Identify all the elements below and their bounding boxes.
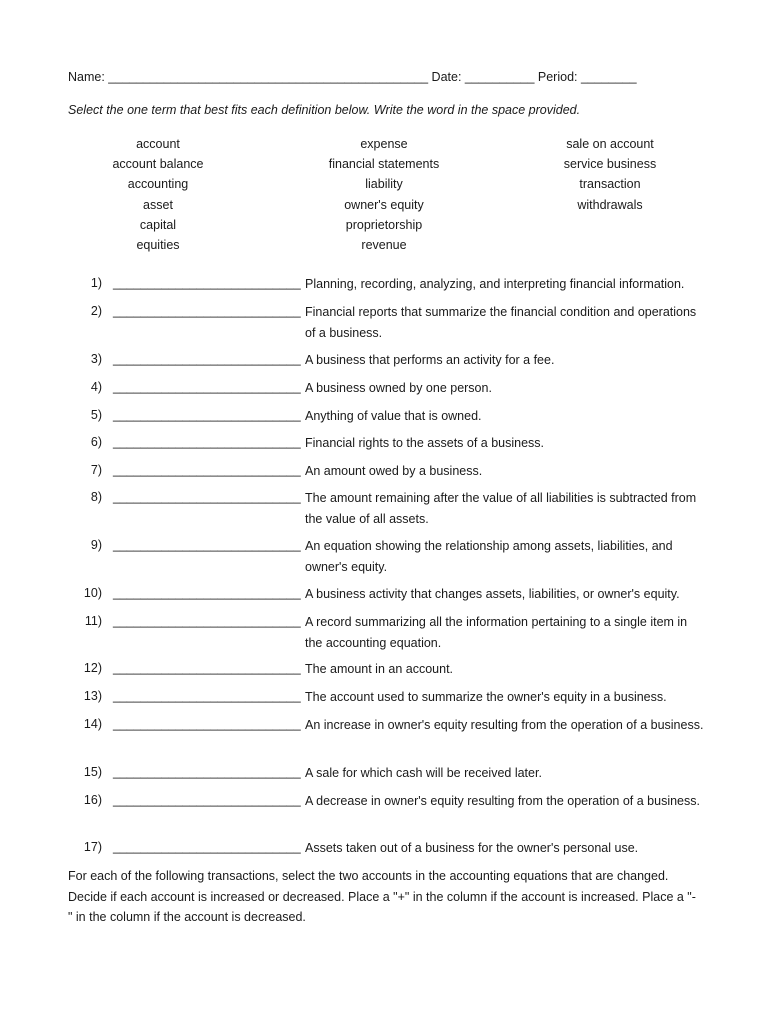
instructions-text: Select the one term that best fits each definition below. Write the word in the space provided. [68, 103, 581, 117]
answer-blank[interactable]: ___________________________ [113, 463, 301, 477]
word-bank-term: sale on account [566, 137, 654, 151]
question-definition: The amount in an account. [305, 662, 454, 676]
question-number: 7) [90, 463, 102, 477]
answer-blank[interactable]: ___________________________ [113, 614, 301, 628]
answer-blank[interactable]: ___________________________ [113, 689, 301, 703]
question-definition: Planning, recording, analyzing, and interpreting financial information. [305, 277, 685, 291]
answer-blank[interactable]: ___________________________ [113, 538, 301, 552]
answer-blank[interactable]: ___________________________ [113, 352, 301, 366]
question-number: 5) [90, 408, 102, 422]
answer-blank[interactable]: ___________________________ [113, 304, 301, 318]
question-number: 8) [90, 490, 102, 504]
question-number: 4) [90, 380, 102, 394]
question-definition: Financial reports that summarize the financial condition and operations of a business. [305, 305, 697, 340]
question-definition: An increase in owner's equity resulting from the operation of a business. [305, 718, 704, 732]
question-definition: Financial rights to the assets of a business. [305, 436, 545, 450]
answer-blank[interactable]: ___________________________ [113, 586, 301, 600]
word-bank-term: account balance [112, 157, 204, 172]
word-bank-column-3 [535, 136, 685, 217]
word-bank-term: liability [365, 177, 403, 192]
answer-blank[interactable]: ___________________________ [113, 490, 301, 504]
name-date-period-line[interactable]: Name: ______________________________________________ Date: __________ Period: ________ [68, 70, 637, 84]
answer-blank[interactable]: ___________________________ [113, 435, 301, 449]
word-bank-term: financial statements [328, 157, 440, 172]
word-bank-term: capital [139, 217, 177, 232]
word-bank-term: withdrawals [577, 197, 643, 212]
answer-blank[interactable]: ___________________________ [113, 793, 301, 807]
question-number: 12) [83, 661, 102, 675]
question-number: 17) [83, 840, 102, 854]
question-definition: The amount remaining after the value of all liabilities is subtracted from the value of all assets. [305, 491, 697, 526]
word-bank-term: asset [143, 197, 173, 212]
word-bank-term: account [136, 137, 180, 151]
answer-blank[interactable]: ___________________________ [113, 765, 301, 779]
word-bank-column-1 [88, 136, 228, 257]
question-number: 15) [83, 765, 102, 779]
question-definition: A decrease in owner's equity resulting from the operation of a business. [305, 794, 700, 808]
question-number: 3) [90, 352, 102, 366]
question-number: 6) [90, 435, 102, 449]
question-definition: A sale for which cash will be received later. [305, 766, 542, 780]
answer-blank[interactable]: ___________________________ [113, 717, 301, 731]
question-definition: An amount owed by a business. [305, 464, 483, 478]
question-definition: An equation showing the relationship among assets, liabilities, and owner's equity. [305, 539, 673, 574]
word-bank-term: revenue [361, 237, 407, 252]
question-number: 16) [83, 793, 102, 807]
question-definition: A business activity that changes assets, liabilities, or owner's equity. [305, 587, 680, 601]
question-number: 10) [83, 586, 102, 600]
answer-blank[interactable]: ___________________________ [113, 840, 301, 854]
word-bank-term: owner's equity [344, 197, 424, 212]
word-bank-term: equities [136, 237, 180, 252]
question-definition: A business owned by one person. [305, 381, 492, 395]
question-definition: A record summarizing all the information pertaining to a single item in the accounting equation. [305, 615, 688, 650]
question-number: 9) [90, 538, 102, 552]
question-number: 1) [90, 276, 102, 290]
answer-blank[interactable]: ___________________________ [113, 661, 301, 675]
question-definition: Assets taken out of a business for the owner's personal use. [305, 841, 639, 855]
question-number: 11) [84, 614, 102, 628]
question-definition: The account used to summarize the owner's equity in a business. [305, 690, 667, 704]
answer-blank[interactable]: ___________________________ [113, 408, 301, 422]
transactions-instructions: For each of the following transactions, select the two accounts in the accounting equations that are changed. Decide if each account is increased or decreased. Place a "+" in the column if the account is increased. Place a "-" in the column if the account is decreased. [68, 869, 696, 924]
question-number: 14) [83, 717, 102, 731]
question-number: 2) [90, 304, 102, 318]
answer-blank[interactable]: ___________________________ [113, 380, 301, 394]
word-bank-column-2 [304, 136, 464, 257]
word-bank-term: service business [563, 157, 657, 172]
word-bank-term: expense [360, 137, 408, 151]
question-definition: A business that performs an activity for a fee. [305, 353, 555, 367]
word-bank-term: transaction [579, 177, 641, 192]
question-number: 13) [83, 689, 102, 703]
word-bank-term: proprietorship [345, 217, 423, 232]
answer-blank[interactable]: ___________________________ [113, 276, 301, 290]
question-definition: Anything of value that is owned. [305, 409, 482, 423]
word-bank-term: accounting [127, 177, 189, 192]
